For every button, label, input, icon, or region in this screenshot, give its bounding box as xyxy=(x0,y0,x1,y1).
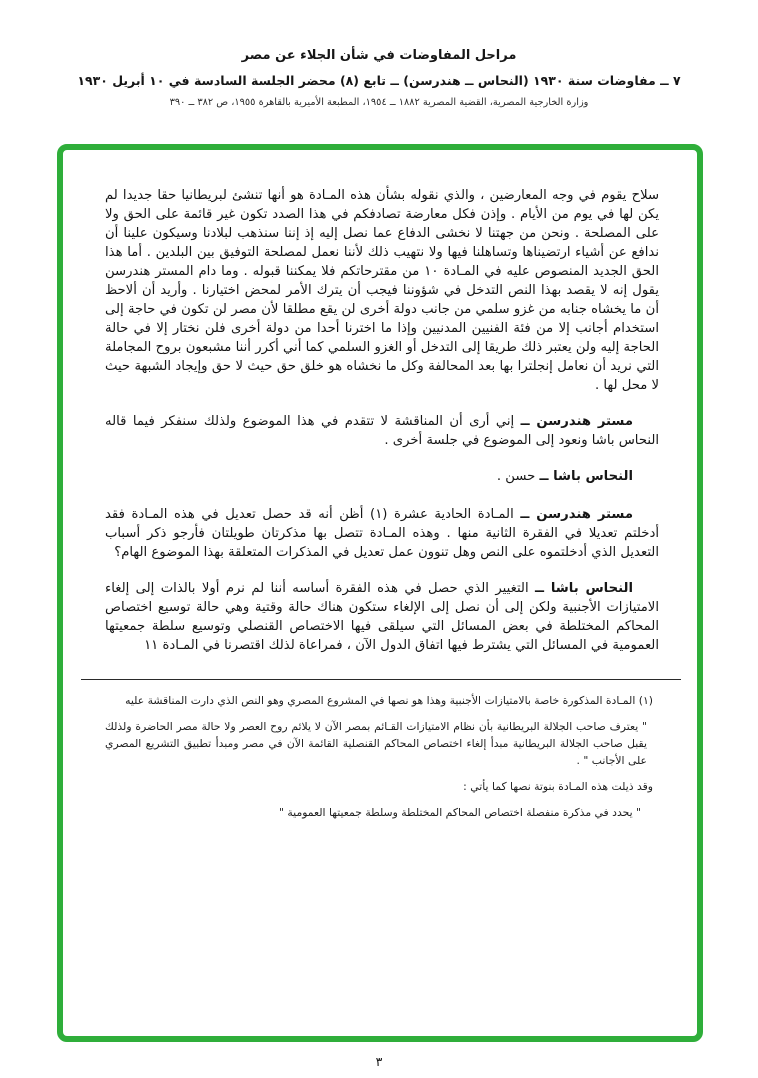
dialogue-text: حسن . xyxy=(496,469,536,484)
dialogue-henderson-1 xyxy=(105,412,659,450)
page-title: مراحل المفاوضات في شأن الجلاء عن مصر xyxy=(241,48,517,63)
footnote-article-quote: " يعترف صاحب الجلالة البريطانية بأن نظام الامتيازات القـائم بمصر الآن لا يلائم روح العصر ولا حالة مصر الحاضرة ولذلك يقبل صاحب الجلالة البريطانية مبدأ إلغاء اختصاص المحاكم القنصلية القائمة الآن في مصر ومبدأ تطبيق التشريع المصري على الأجانب " . xyxy=(105,720,647,768)
footnote-divider xyxy=(81,679,681,680)
speaker-name: النحاس باشا ــ xyxy=(535,581,633,596)
speaker-name: النحاس باشا ــ xyxy=(539,469,633,484)
document-body xyxy=(63,150,697,821)
body-paragraph-continuation: سلاح يقوم في وجه المعارضين ، والذي نقوله بشأن هذه المـادة هو أنها تنشئ لبريطانيا حقا جديدا لم يكن لها في يوم من الأيام . وإذن فكل معارضة تصادفكم في هذا الصدد تكون غير قائمة على الحق ولا على المصلحة . ونحن من جهتنا لا نخشى الدفاع عما نصل إليه إذ إننا سنذهب لبلادنا وسيكون علينا أن ندافع عن أشياء ارتضيناها وتساهلنا فيها ولا نتهيب ذلك لأننا نعمل لمصلحة التوفيق بين البلدين . أما هذا الحق الجديد المنصوص عليه في المـادة ١٠ من مقترحاتكم فلا يمكننا قبوله . وما دام المستر هندرسن يقول إنه لا يقصد بهذا النص التدخل في شؤوننا فيجب أن يترك الأمر لمحض اختيارنا . وأريد أن ألاحظ أن ما يخشاه جنابه من غزو سلمي من جانب دولة أخرى لن يقع مطلقا لأن مصر لن تكون في حاجة إلى استخدام أجانب إلا من فئة الفنيين المدنيين وإذا ما اخترنا أحدا من دولة أخرى فلن نختار إلا في حالة الحاجة إليه ولن يعتبر ذلك طريقا إلى التدخل أو الغزو السلمي كما أني أكرر أننا مشبعون بروح المجاملة التي نريد أن نعامل إنجلترا بها بعد المحالفة وكل ما نخشاه هو خلق حق حيث لا حق وإيجاد الشبهة حيث لا محل لها . xyxy=(105,188,659,393)
speaker-name: مستر هندرسن ــ xyxy=(520,507,633,522)
footnote-note-line: وقد ذيلت هذه المـادة بنوتة نصها كما يأتي : xyxy=(463,780,653,794)
footnote-intro: (١) المـادة المذكورة خاصة بالامتيازات الأجنبية وهذا هو نصها في المشروع المصري وهو النص الذي دارت المناقشة عليه xyxy=(125,694,653,707)
dialogue-nahhas-1 xyxy=(105,467,659,486)
footnote-appendix-quote: " يحدد في مذكرة منفصلة اختصاص المحاكم المختلطة وسلطة جمعيتها العمومية " xyxy=(279,806,641,820)
page-number: ٣ xyxy=(375,1054,383,1069)
dialogue-text: إني أرى أن المناقشة لا تتقدم في هذا الموضوع ولذلك سنفكر فيما قاله النحاس باشا ونعود إلى الموضوع في جلسة أخرى . xyxy=(105,414,659,448)
dialogue-nahhas-2 xyxy=(105,579,659,655)
dialogue-henderson-2 xyxy=(105,505,659,562)
page-header xyxy=(0,48,758,108)
dialogue-text: التغيير الذي حصل في هذه الفقرة أساسه أننا لم نرم أولا بالذات إلى إلغاء الامتيازات الأجنبية ولكن إلى أن نصل إلى الإلغاء ستكون هناك حالة وقتية وهي حالة توسيع اختصاص المحاكم المختلطة في بعض المسائل التي سيلقى فيها الاختصاص القنصلي وتوسيع سلطة جمعيتها العمومية في المسائل التي يشترط فيها اتفاق الدول الآن ، فمراعاة لذلك اقتصرنا في المـادة ١١ xyxy=(105,581,659,653)
source-citation: وزارة الخارجية المصرية، القضية المصرية ١٨٨٢ ــ ١٩٥٤، المطبعة الأميرية بالقاهرة ١٩٥٥، ص ٣٨٢ ــ ٣٩٠ xyxy=(169,97,589,108)
page-subtitle: ٧ ــ مفاوضات سنة ١٩٣٠ (النحاس ــ هندرسن) ــ تابع (٨) محضر الجلسة السادسة في ١٠ أبريل ١٩٣٠ xyxy=(77,73,681,88)
dialogue-text: المـادة الحادية عشرة (١) أظن أنه قد حصل تعديل في هذه المـادة فقد أدخلتم تعديلا في الفقرة الثانية منها . وهذه المـادة تتصل بها مذكرتان طويلتان فأرجو ذكر أسباب التعديل الذي أدخلتموه على النص وهل تنوون عمل تعديل في المذكرات المتعلقة بهذا الموضوع الهام؟ xyxy=(105,507,659,560)
content-frame xyxy=(57,144,703,1042)
footnote-block xyxy=(105,692,659,821)
speaker-name: مستر هندرسن ــ xyxy=(520,414,633,429)
